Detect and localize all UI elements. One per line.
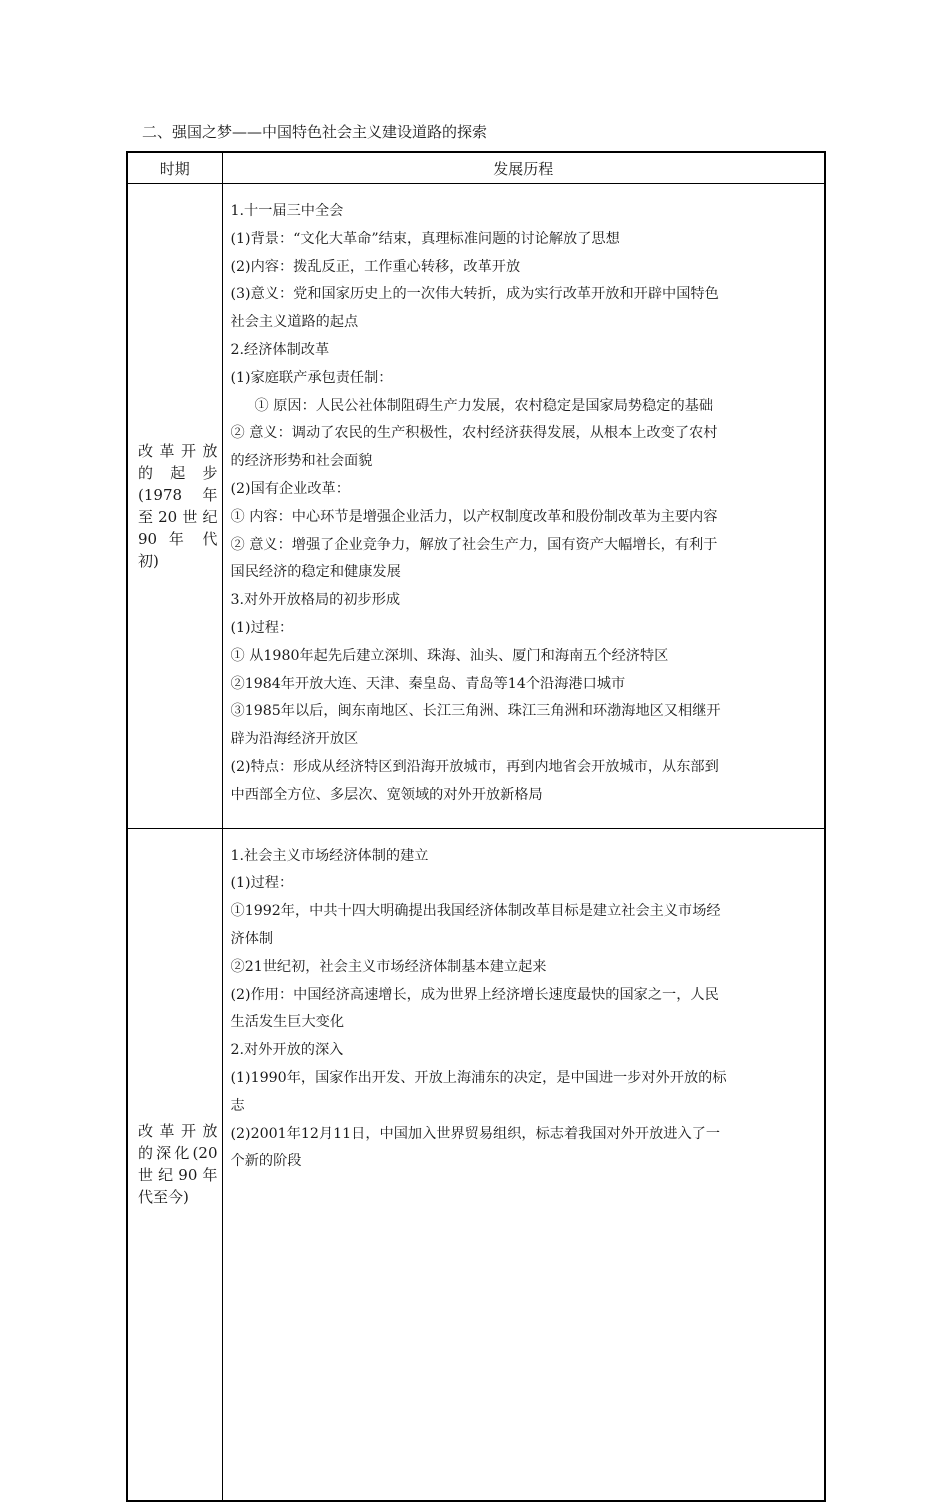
table-row [127,184,825,829]
content-line: (1)1990年，国家作出开发、开放上海浦东的决定，是中国进一步对外开放的标 [230,1069,727,1086]
period-cell [127,184,222,829]
period-line: (1978 年 [138,485,218,504]
header-course: 发展历程 [222,152,825,184]
content-line: 社会主义道路的起点 [230,314,359,331]
content-line: 的经济形势和社会面貌 [230,453,373,470]
content-line: 国民经济的稳定和健康发展 [230,564,401,581]
period-line: 改革开放 [138,1122,218,1141]
content-line: ②21世纪初，社会主义市场经济体制基本建立起来 [230,958,547,975]
content-line: 济体制 [230,930,274,947]
content-line: ②1984年开放大连、天津、秦皇岛、青岛等14个沿海港口城市 [230,675,626,692]
content-line: ① 内容：中心环节是增强企业活力，以产权制度改革和股份制改革为主要内容 [230,508,718,525]
content-line: 2.经济体制改革 [230,341,330,358]
content-line: (2)国有企业改革： [230,480,350,497]
content-cell [222,828,825,1501]
period-line: 初) [138,551,159,570]
table-row [127,828,825,1501]
content-line: 1.十一届三中全会 [230,203,344,219]
table-header-row [127,152,825,184]
content-line: ② 意义：增强了企业竞争力，解放了社会生产力，国有资产大幅增长，有利于 [230,536,718,553]
content-line: ② 意义：调动了农民的生产积极性，农村经济获得发展，从根本上改变了农村 [230,425,718,442]
header-period: 时期 [127,152,222,184]
period-line: 改革开放 [138,441,218,460]
content-line: 中西部全方位、多层次、宽领域的对外开放新格局 [230,786,543,803]
section-title: 二、强国之梦——中国特色社会主义建设道路的探索 [142,123,488,141]
content-line: ①1992年，中共十四大明确提出我国经济体制改革目标是建立社会主义市场经 [230,903,721,920]
period-cell [127,828,222,1501]
content-line: (2)作用：中国经济高速增长，成为世界上经济增长速度最快的国家之一，人民 [230,986,719,1003]
content-line: 2.对外开放的深入 [230,1042,344,1059]
content-line: (2)2001年12月11日，中国加入世界贸易组织，标志着我国对外开放进入了一 [230,1125,721,1142]
content-line: ① 从1980年起先后建立深圳、珠海、汕头、厦门和海南五个经济特区 [230,647,669,664]
content-line: 志 [230,1097,245,1114]
period-line: 90 年 代 [138,529,218,548]
period-line: 世纪90年 [138,1166,218,1185]
content-line: ① 原因：人民公社体制阻碍生产力发展，农村稳定是国家局势稳定的基础 [254,397,714,414]
content-line: (3)意义：党和国家历史上的一次伟大转折，成为实行改革开放和开辟中国特色 [230,286,719,303]
content-line: 辟为沿海经济开放区 [230,731,359,748]
content-line: 3.对外开放格局的初步形成 [230,592,401,609]
content-line: 个新的阶段 [230,1153,302,1170]
content-line: 1.社会主义市场经济体制的建立 [230,847,429,864]
content-line: ③1985年以后，闽东南地区、长江三角洲、珠江三角洲和环渤海地区又相继开 [230,703,721,720]
period-line: 至20世纪 [138,507,218,526]
content-line: (2)内容：拨乱反正，工作重心转移，改革开放 [230,258,521,275]
content-line: (1)家庭联产承包责任制： [230,369,393,386]
content-line: (1)过程： [230,619,294,636]
history-table [126,151,826,1502]
content-line: (2)特点：形成从经济特区到沿海开放城市，再到内地省会开放城市，从东部到 [230,758,719,775]
content-cell [222,184,825,829]
content-line: (1)过程： [230,875,294,892]
period-line: 代至今) [138,1188,189,1207]
content-line: (1)背景：“文化大革命”结束，真理标准问题的讨论解放了思想 [230,230,620,247]
period-line: 的深化(20 [138,1144,218,1163]
period-line: 的 起 步 [138,463,218,482]
content-line: 生活发生巨大变化 [230,1014,345,1031]
